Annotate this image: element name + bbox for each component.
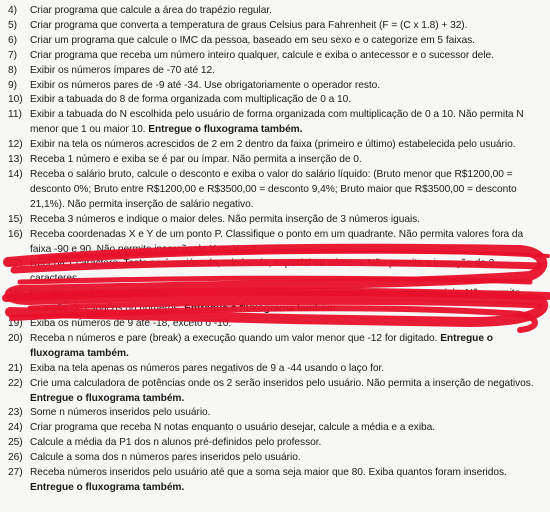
exercise-item [8, 332, 544, 362]
exercise-number: 20) [8, 332, 23, 344]
exercise-text: Criar programa que receba um número inteiro qualquer, calcule e exiba o antecessor e o sucessor dele. [30, 49, 494, 61]
exercise-item [8, 362, 544, 377]
exercise-item [8, 257, 544, 287]
exercise-number: 26) [8, 452, 23, 464]
exercise-item [8, 287, 544, 317]
exercise-text: Criar programa que converta a temperatura de graus Celsius para Fahrenheit (F = (C x 1.8) + 32). [30, 19, 468, 31]
exercise-text: Some n números inseridos pelo usuário. [30, 407, 211, 419]
exercise-text: Receba 3 números e indique o maior deles. Não permita inserção de 3 números iguais. [30, 213, 420, 225]
deliver-flowchart-note: Entregue o fluxograma também. [30, 392, 185, 404]
exercise-number: 4) [8, 5, 17, 16]
exercise-item [8, 19, 544, 34]
exercise-item [8, 421, 544, 436]
exercise-number: 24) [8, 422, 23, 434]
exercise-number: 8) [8, 64, 17, 76]
exercise-text: Receba 1 número e exiba se é par ou ímpar. Não permita a inserção de 0. [30, 154, 362, 166]
exercise-item [8, 228, 544, 258]
exercise-number: 17) [8, 258, 23, 270]
exercise-text: Receba coordenadas X e Y de um ponto P. Classifique o ponto em um quadrante. Não permita valores fora da faixa -90 e 90. Não permita inserção de X ou Y = 0. [30, 228, 524, 255]
exercise-number: 9) [8, 79, 17, 91]
exercise-text: Exibir na tela os números acrescidos de 2 em 2 dentro da faixa (primeiro e último) estabelecida pelo usuário. [30, 139, 516, 151]
exercise-number: 7) [8, 49, 17, 61]
exercise-text: Receba 1 caractere. Teste se é maiúscula, minúscula, especial ou número. Não permita a inserção de 2 caracteres. [30, 258, 495, 285]
exercise-item [8, 79, 544, 94]
exercise-number: 14) [8, 168, 23, 180]
exercise-text: Receba uma frase e exiba a quantidade de vogais, consoantes, números e caracteres especiais. Não permita inserção de espaços ou números. [30, 288, 521, 315]
exercise-text: Exiba os números de 9 até -18, exceto o -10. [30, 318, 232, 330]
exercise-number: 13) [8, 154, 23, 166]
exercise-item [8, 138, 544, 153]
exercise-number: 25) [8, 437, 23, 449]
exercise-text: Exibir a tabuada do N escolhida pelo usuário de forma organizada com multiplicação de 0 a 10. Não permita N menor que 1 ou maior 10. [30, 109, 524, 136]
exercise-text: Calcule a soma dos n números pares inseridos pelo usuário. [30, 452, 301, 464]
exercise-text: Exibir os números ímpares de -70 até 12. [30, 64, 215, 76]
exercise-number: 19) [8, 318, 23, 330]
exercise-number: 21) [8, 362, 23, 374]
exercise-item [8, 466, 544, 496]
deliver-flowchart-note: Entregue o fluxograma também. [148, 124, 303, 136]
exercise-item [8, 108, 544, 138]
exercise-item [8, 317, 544, 332]
exercise-item [8, 34, 544, 49]
exercise-list [8, 4, 544, 496]
exercise-text: Calcule a média da P1 dos n alunos pré-definidos pelo professor. [30, 437, 322, 449]
exercise-number: 12) [8, 139, 23, 151]
exercise-text: Exibir os números pares de -9 até -34. Use obrigatoriamente o operador resto. [30, 79, 381, 91]
exercise-number: 16) [8, 228, 23, 240]
exercise-item [8, 377, 544, 407]
deliver-flowchart-note: Entregue o fluxograma também. [30, 332, 493, 359]
exercise-number: 23) [8, 407, 23, 419]
exercise-number: 15) [8, 213, 23, 225]
exercise-text: Crie uma calculadora de potências onde os 2 serão inseridos pelo usuário. Não permita a inserção de negativos. [30, 377, 534, 389]
exercise-item [8, 436, 544, 451]
exercise-text: Receba o salário bruto, calcule o desconto e exiba o valor do salário líquido: (Bruto menor que R$1200,00 = desconto 0%; Bruto entre R$1200,00 e R$3500,00 = desconto 9,4%; Bruto maior que R$3500,00 = desconto 21,1%). Não permita inserção de salário negativo. [30, 168, 517, 210]
exercise-item [8, 168, 544, 213]
exercise-item [8, 451, 544, 466]
exercise-number: 10) [8, 94, 23, 106]
exercise-number: 5) [8, 19, 17, 31]
exercise-number: 11) [8, 109, 22, 121]
exercise-number: 22) [8, 377, 23, 389]
exercise-text: Receba números inseridos pelo usuário até que a soma seja maior que 80. Exiba quantos foram inseridos. [30, 467, 507, 479]
exercise-number: 18) [8, 288, 23, 300]
exercise-text: Receba n números e pare (break) a execução quando um valor menor que -12 for digitado. [30, 332, 438, 344]
exercise-item [8, 49, 544, 64]
deliver-flowchart-note: Entregue o fluxograma também. [30, 482, 185, 493]
exercise-text: Criar programa que receba N notas enquanto o usuário desejar, calcule a média e a exiba. [30, 422, 436, 434]
exercise-text: Exiba na tela apenas os números pares negativos de 9 a -44 usando o laço for. [30, 362, 385, 374]
exercise-number: 6) [8, 34, 17, 46]
exercise-item [8, 64, 544, 79]
exercise-number: 27) [8, 467, 23, 479]
exercise-item [8, 406, 544, 421]
exercise-text: Criar programa que calcule a área do trapézio regular. [30, 5, 272, 16]
deliver-flowchart-note: Entregue o fluxograma também. [184, 303, 339, 315]
exercise-item [8, 4, 544, 19]
exercise-item [8, 93, 544, 108]
exercise-text: Exibir a tabuada do 8 de forma organizada com multiplicação de 0 a 10. [30, 94, 351, 106]
exercise-item [8, 153, 544, 168]
exercise-text: Criar um programa que calcule o IMC da pessoa, baseado em seu sexo e o categorize em 5 faixas. [30, 34, 475, 46]
exercise-item [8, 213, 544, 228]
